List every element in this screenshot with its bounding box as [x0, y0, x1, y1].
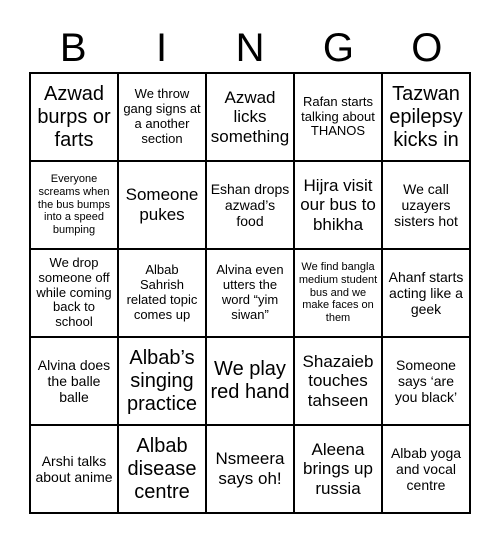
bingo-cell[interactable]: Azwad licks something	[206, 73, 294, 161]
bingo-cell[interactable]: Rafan starts talking about THANOS	[294, 73, 382, 161]
bingo-cell[interactable]: Ahanf starts acting like a geek	[382, 249, 470, 337]
bingo-cell[interactable]: We call uzayers sisters hot	[382, 161, 470, 249]
board-row	[30, 425, 470, 513]
bingo-cell[interactable]: Albab disease centre	[118, 425, 206, 513]
bingo-cell[interactable]: Albab Sahrish related topic comes up	[118, 249, 206, 337]
board-row	[30, 161, 470, 249]
bingo-board	[29, 72, 471, 514]
bingo-cell[interactable]: We throw gang signs at a another section	[118, 73, 206, 161]
header-letter-b: B	[59, 26, 87, 70]
bingo-cell[interactable]: Eshan drops azwad’s food	[206, 161, 294, 249]
bingo-cell[interactable]: Albab’s singing practice	[118, 337, 206, 425]
bingo-cell[interactable]: Everyone screams when the bus bumps into a speed bumping	[30, 161, 118, 249]
bingo-cell[interactable]: Alvina even utters the word “yim siwan”	[206, 249, 294, 337]
bingo-cell[interactable]: Albab yoga and vocal centre	[382, 425, 470, 513]
header-letter-o: O	[411, 26, 443, 70]
bingo-cell[interactable]: Arshi talks about anime	[30, 425, 118, 513]
board-row	[30, 73, 470, 161]
header-letter-n: N	[235, 26, 265, 70]
bingo-cell[interactable]: Someone pukes	[118, 161, 206, 249]
header-letter-g: G	[322, 26, 354, 70]
bingo-cell[interactable]: Nsmeera says oh!	[206, 425, 294, 513]
bingo-cell[interactable]: Shazaieb touches tahseen	[294, 337, 382, 425]
bingo-cell[interactable]: We play red hand	[206, 337, 294, 425]
bingo-cell[interactable]: Someone says ‘are you black’	[382, 337, 470, 425]
bingo-cell[interactable]: Hijra visit our bus to bhikha	[294, 161, 382, 249]
header-letter-i: I	[156, 26, 168, 70]
bingo-header	[29, 22, 471, 74]
board-row	[30, 249, 470, 337]
bingo-cell[interactable]: Alvina does the balle balle	[30, 337, 118, 425]
bingo-cell[interactable]: Azwad burps or farts	[30, 73, 118, 161]
bingo-cell[interactable]: We find bangla medium student bus and we make faces on them	[294, 249, 382, 337]
bingo-cell[interactable]: We drop someone off while coming back to school	[30, 249, 118, 337]
board-row	[30, 337, 470, 425]
bingo-cell[interactable]: Tazwan epilepsy kicks in	[382, 73, 470, 161]
bingo-cell[interactable]: Aleena brings up russia	[294, 425, 382, 513]
